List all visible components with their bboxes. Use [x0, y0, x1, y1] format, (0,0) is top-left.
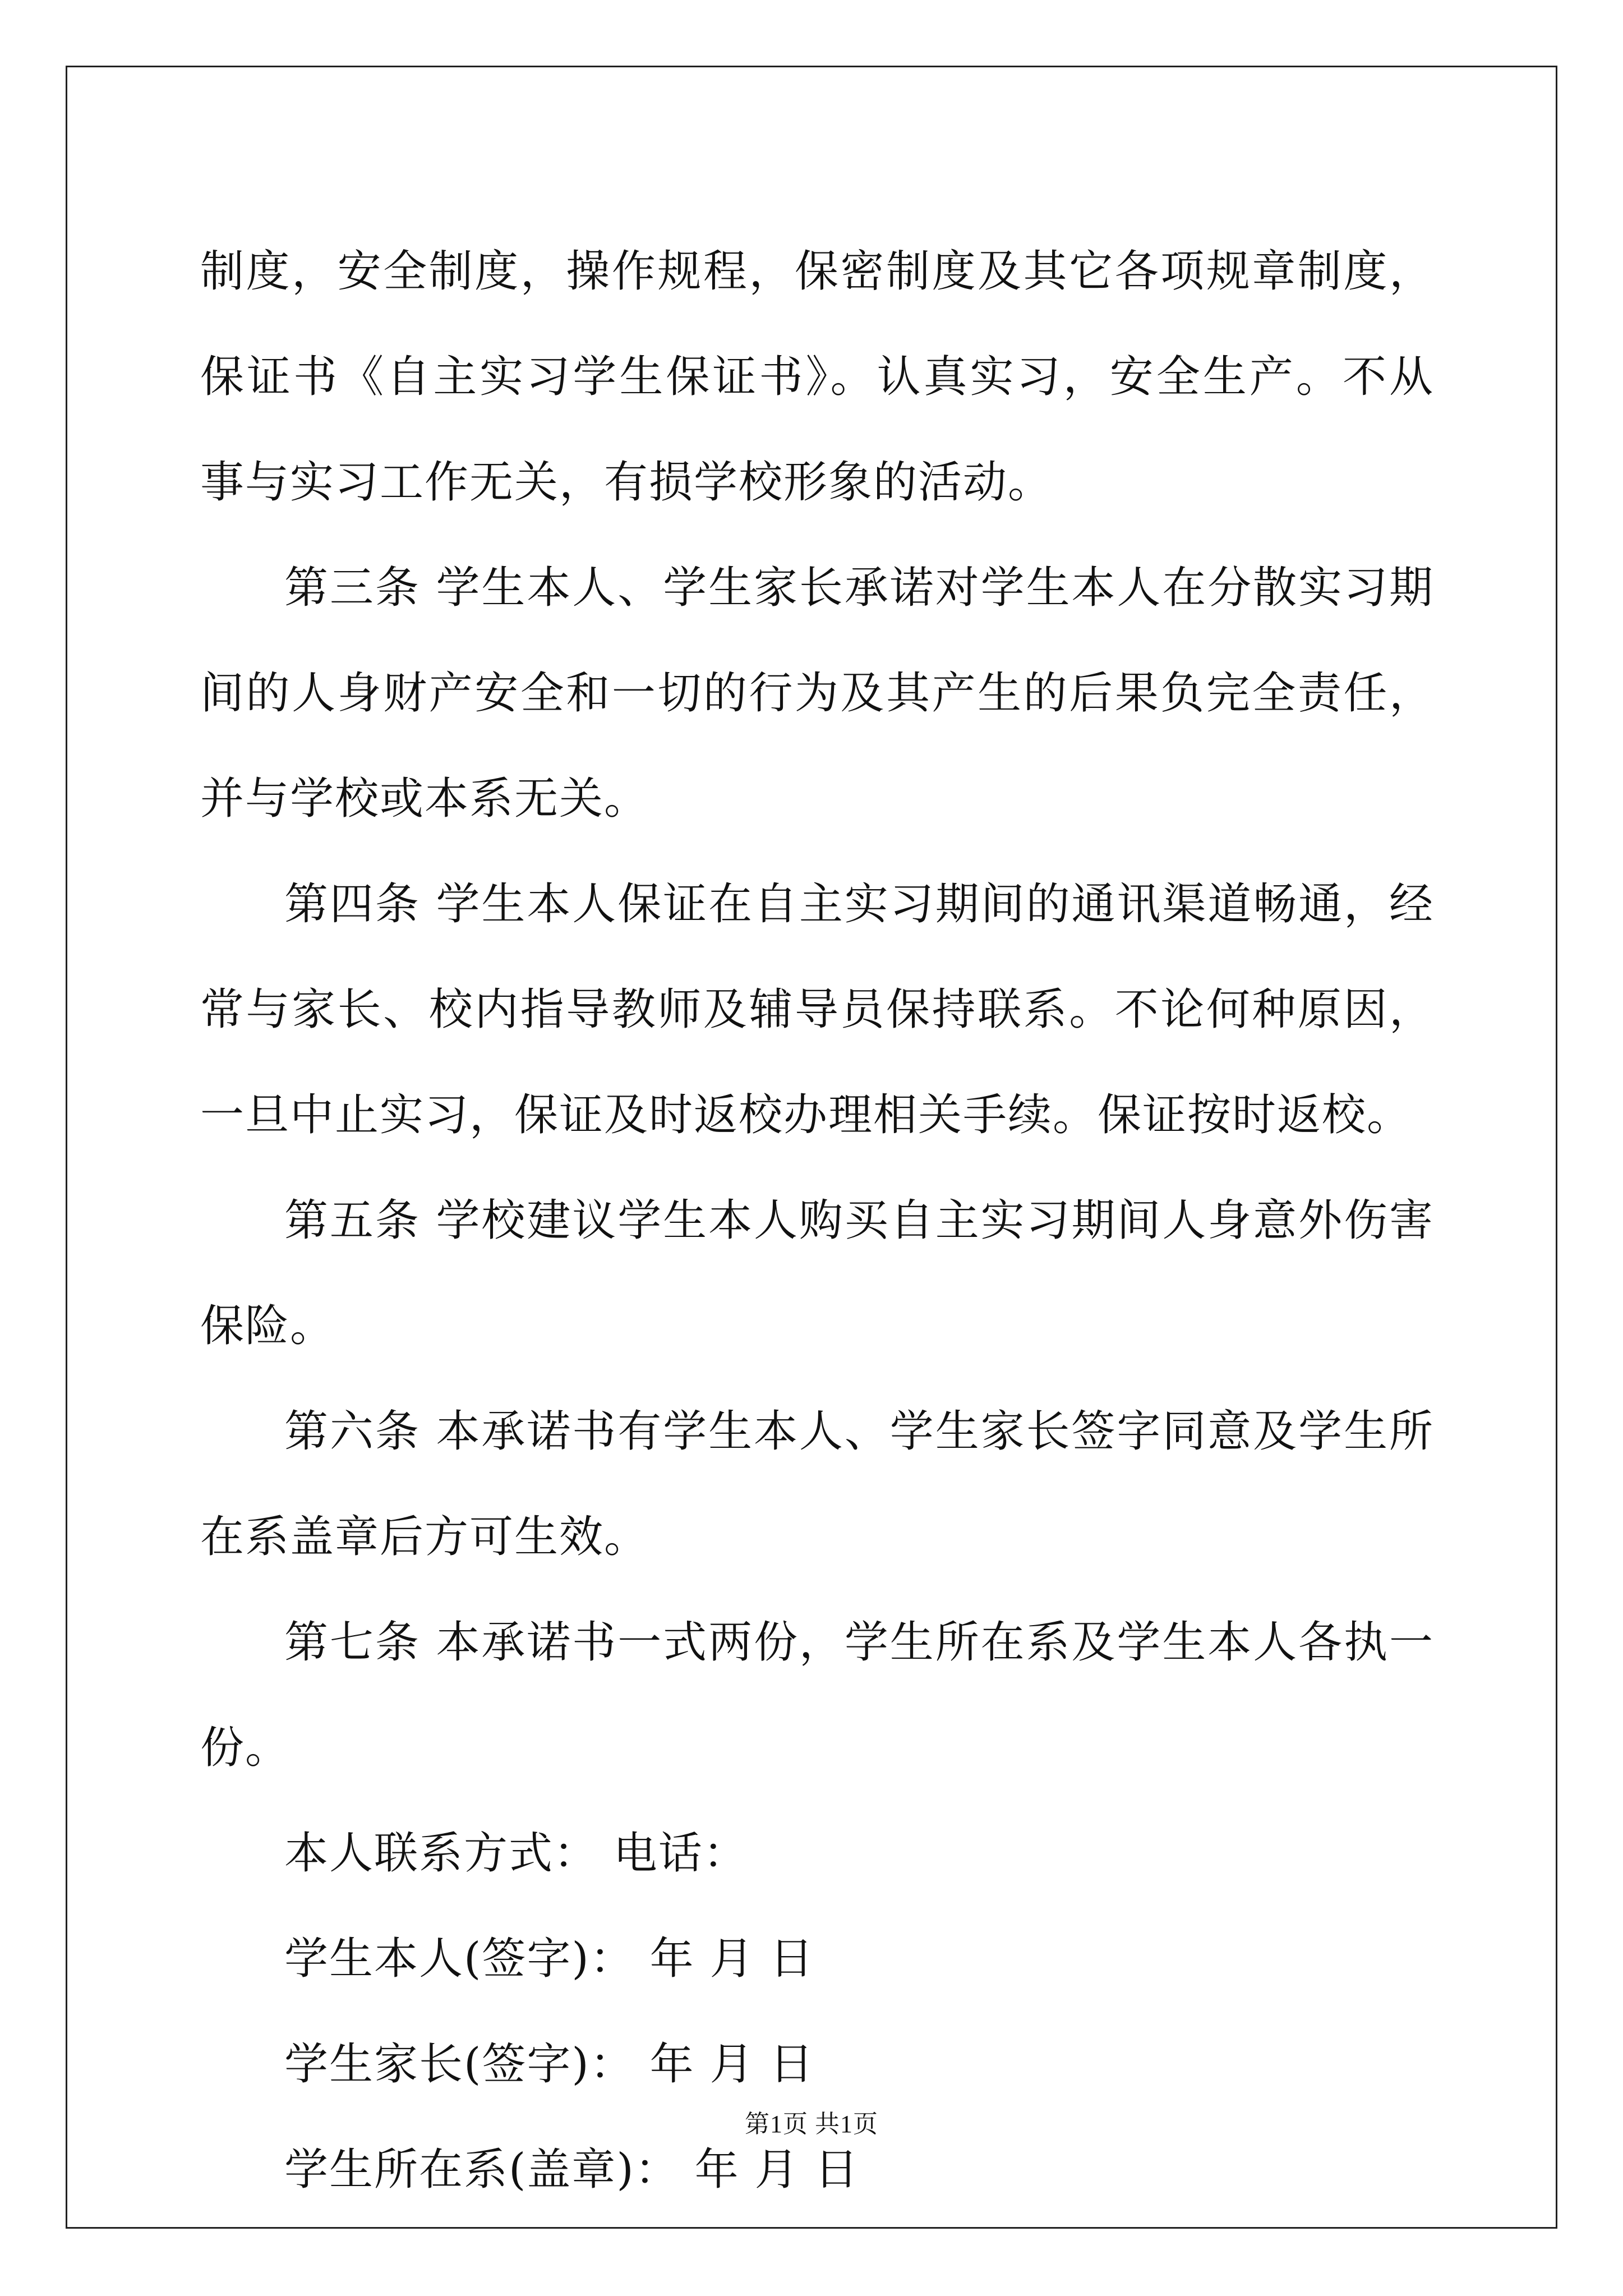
paragraph-rules-continued: 制度，安全制度，操作规程，保密制度及其它各项规章制度，保证书《自主实习学生保证书》。认真实习，安全生产。不从事与实习工作无关，有损学校形象的活动。	[200, 246, 1434, 508]
paragraph-article-5: 第五条 学校建议学生本人购买自主实习期间人身意外伤害保险。	[200, 1195, 1434, 1351]
parent-signature-line: 学生家长(签字)： 年 月 日	[284, 2039, 815, 2090]
student-signature-line: 学生本人(签字)： 年 月 日	[284, 1934, 815, 1984]
department-seal-line: 学生所在系(盖章)： 年 月 日	[284, 2145, 860, 2195]
paragraph-article-7: 第七条 本承诺书一式两份，学生所在系及学生本人各执一份。	[200, 1617, 1434, 1773]
paragraph-article-3: 第三条 学生本人、学生家长承诺对学生本人在分散实习期间的人身财产安全和一切的行为及其产生的后果负完全责任，并与学校或本系无关。	[200, 563, 1434, 824]
page-footer: 第1页 共1页	[745, 2110, 878, 2138]
paragraph-article-6: 第六条 本承诺书有学生本人、学生家长签字同意及学生所在系盖章后方可生效。	[200, 1406, 1434, 1562]
contact-line: 本人联系方式： 电话：	[284, 1828, 748, 1879]
document-body	[200, 219, 1434, 2223]
paragraph-article-4: 第四条 学生本人保证在自主实习期间的通讯渠道畅通，经常与家长、校内指导教师及辅导员保持联系。不论何种原因，一旦中止实习，保证及时返校办理相关手续。保证按时返校。	[200, 879, 1434, 1140]
